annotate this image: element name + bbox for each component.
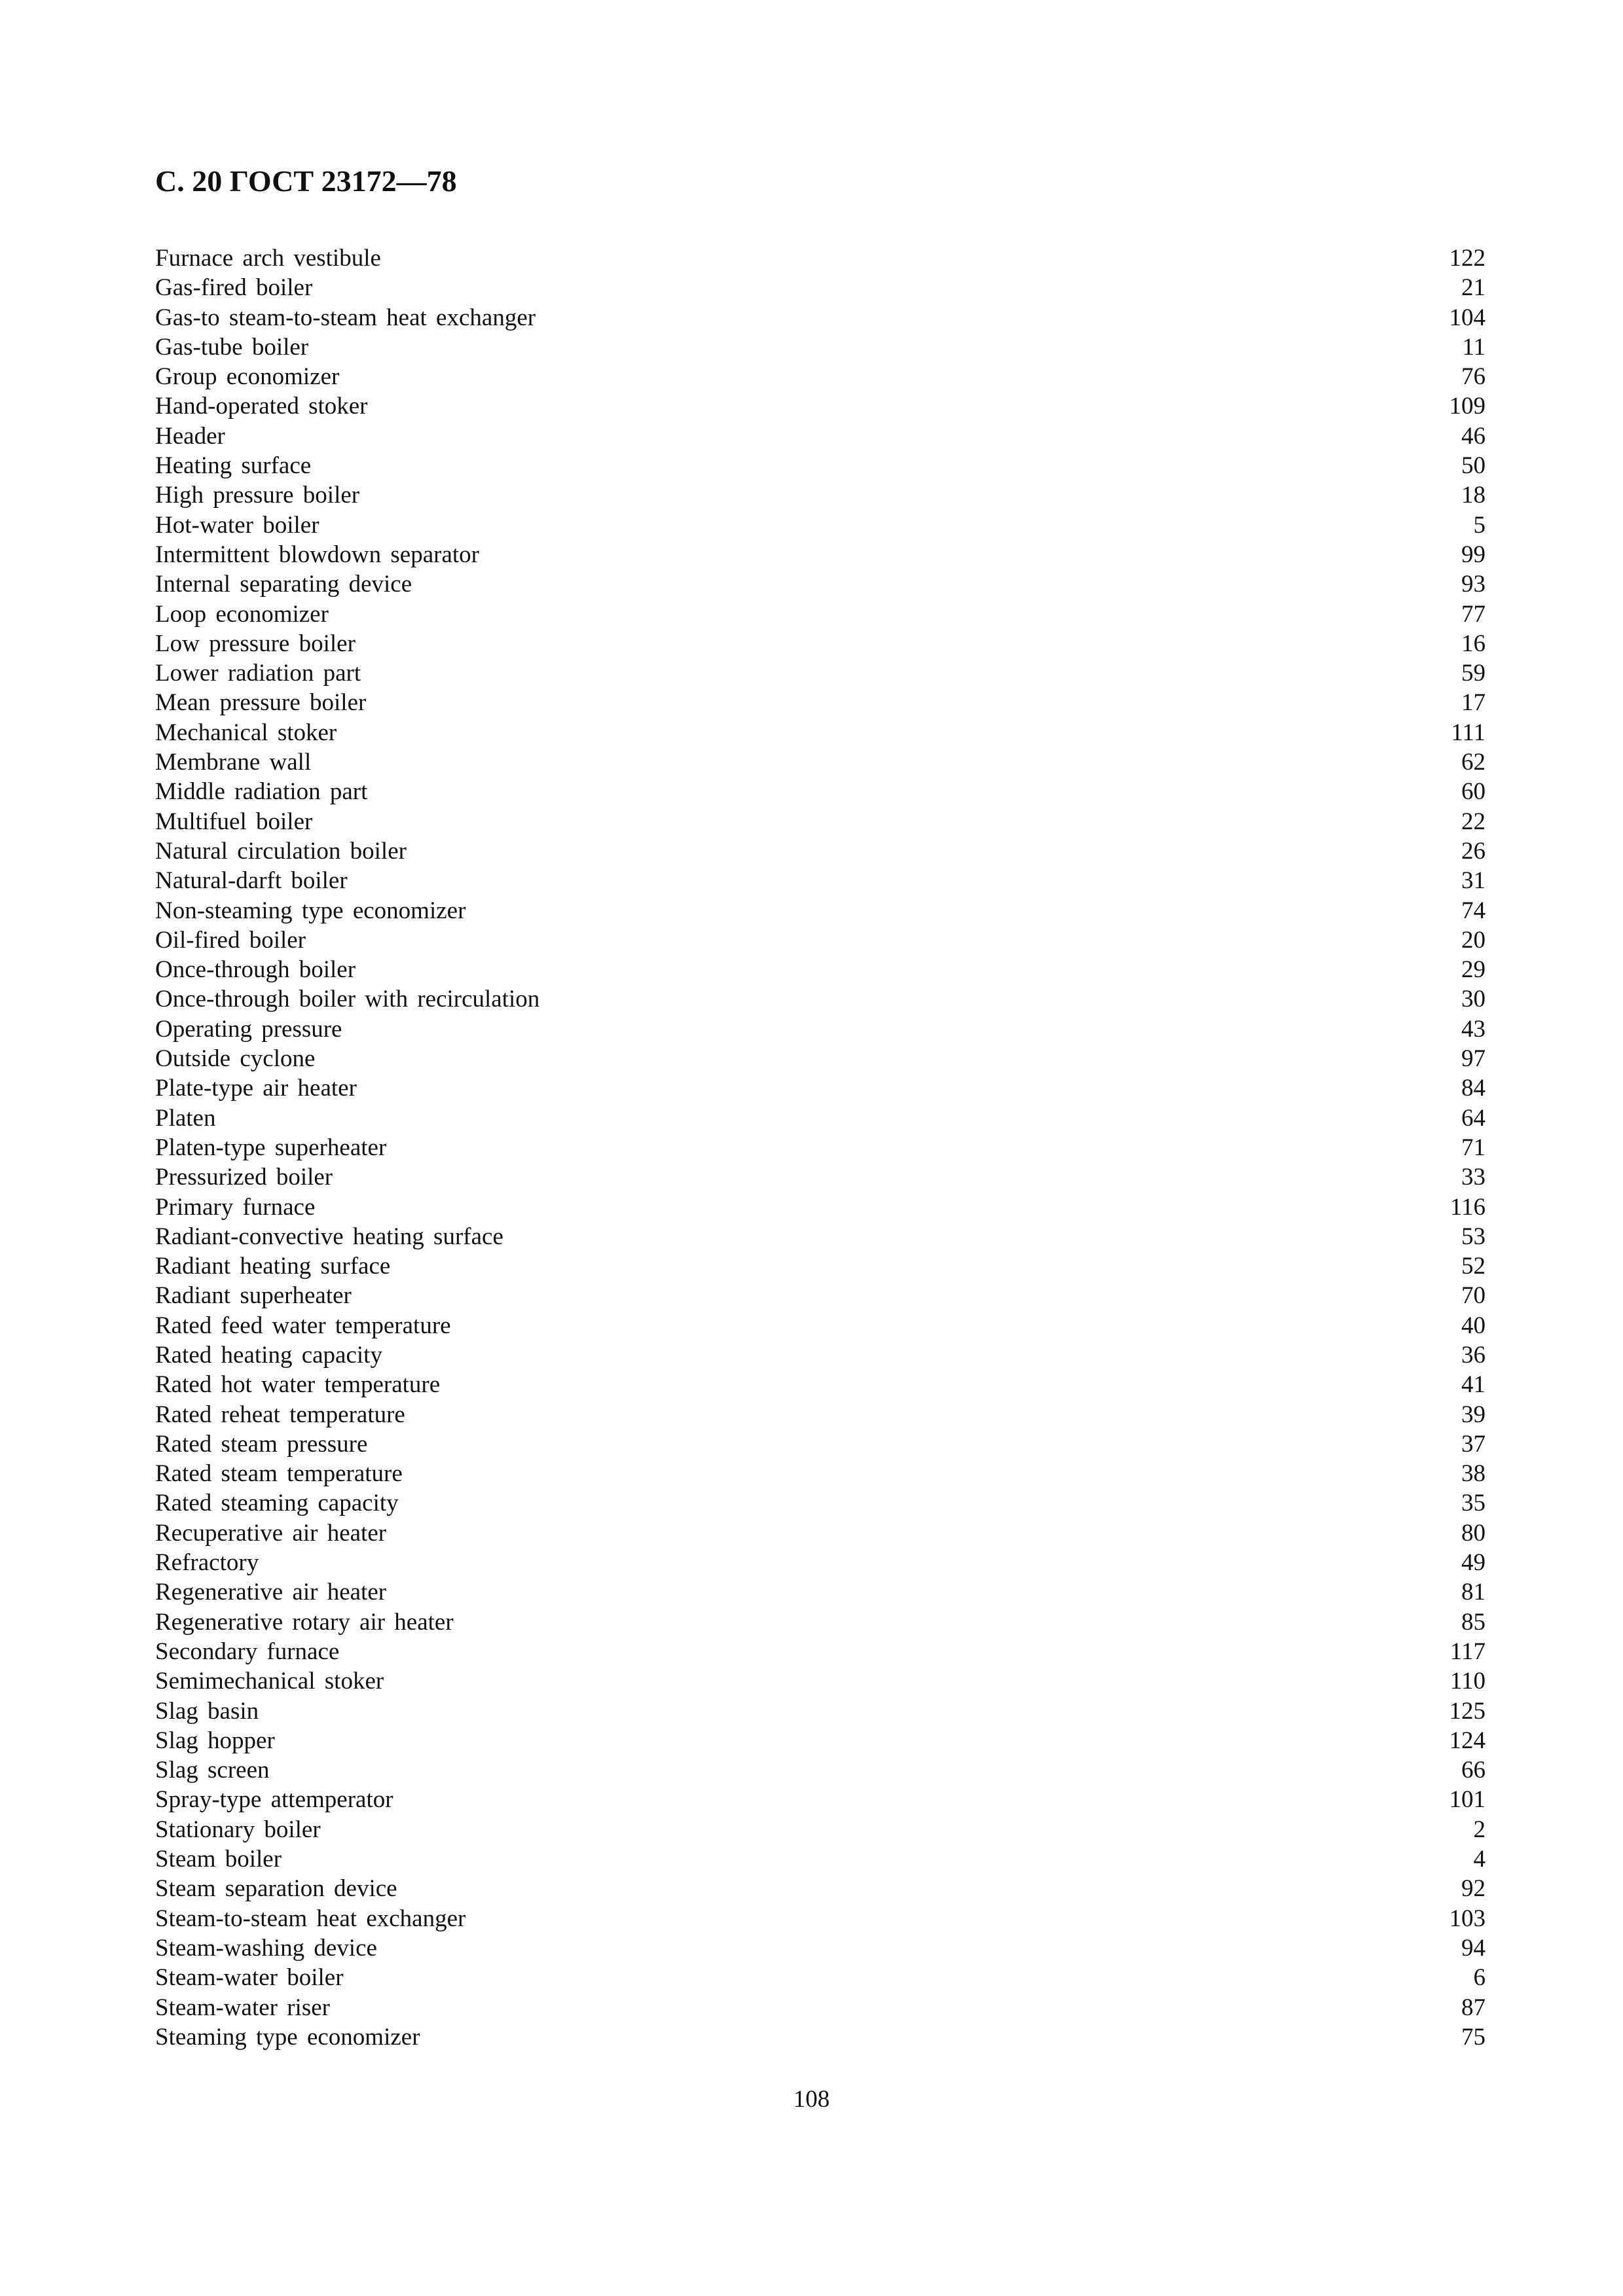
index-term-number: 80: [1461, 1519, 1486, 1547]
index-term: Lower radiation part: [155, 660, 361, 687]
index-term: Rated hot water temperature: [155, 1371, 441, 1399]
index-term: Slag basin: [155, 1697, 259, 1725]
index-entry: [155, 1014, 1486, 1044]
index-term: Primary furnace: [155, 1193, 316, 1221]
index-entry: [155, 1666, 1486, 1696]
index-term: Steaming type economizer: [155, 2023, 420, 2051]
index-entry: [155, 243, 1486, 273]
index-term: Intermittent blowdown separator: [155, 541, 479, 568]
index-entry: [155, 1963, 1486, 1992]
index-entry: [155, 1281, 1486, 1310]
index-entry: [155, 511, 1486, 540]
index-term-number: 5: [1473, 511, 1486, 539]
index-term-number: 29: [1461, 956, 1486, 984]
index-term-number: 77: [1461, 600, 1486, 628]
index-term: Middle radiation part: [155, 778, 368, 806]
index-entry: [155, 1370, 1486, 1399]
index-entry: [155, 1340, 1486, 1370]
index-term: Multifuel boiler: [155, 808, 313, 835]
index-entry: [155, 2022, 1486, 2052]
index-term-number: 37: [1461, 1430, 1486, 1458]
index-term-number: 11: [1462, 333, 1486, 361]
index-term: Rated heating capacity: [155, 1341, 382, 1369]
index-entry: [155, 925, 1486, 955]
index-term: Low pressure boiler: [155, 630, 356, 657]
index-entry: [155, 422, 1486, 451]
index-entry: [155, 1933, 1486, 1963]
index-term: Semimechanical stoker: [155, 1668, 384, 1695]
index-entry: [155, 866, 1486, 895]
index-term-number: 35: [1461, 1490, 1486, 1517]
index-term-number: 122: [1449, 245, 1486, 272]
index-entry: [155, 391, 1486, 421]
index-term-number: 43: [1461, 1015, 1486, 1043]
index-term: Rated reheat temperature: [155, 1401, 405, 1428]
index-term: Steam boiler: [155, 1846, 282, 1873]
index-term: Rated steaming capacity: [155, 1490, 399, 1517]
index-term: Mean pressure boiler: [155, 689, 367, 717]
index-term: Oil-fired boiler: [155, 926, 306, 954]
index-entry: [155, 1251, 1486, 1281]
index-entry: [155, 1162, 1486, 1192]
index-term-number: 110: [1450, 1668, 1486, 1695]
index-term: Rated feed water temperature: [155, 1312, 451, 1339]
index-entry: [155, 1222, 1486, 1251]
index-entry: [155, 1518, 1486, 1548]
index-term: Regenerative air heater: [155, 1579, 387, 1606]
index-term: Hot-water boiler: [155, 511, 319, 539]
index-entry: [155, 1815, 1486, 1844]
index-entry: [155, 807, 1486, 836]
index-term: Refractory: [155, 1549, 259, 1577]
index-term-number: 71: [1461, 1134, 1486, 1161]
index-term: Group economizer: [155, 363, 340, 391]
index-term: High pressure boiler: [155, 482, 360, 509]
index-term: Platen: [155, 1104, 216, 1132]
index-entry: [155, 688, 1486, 717]
page-number: 108: [793, 2086, 830, 2113]
index-term-number: 70: [1461, 1282, 1486, 1310]
index-term-number: 17: [1461, 689, 1486, 717]
index-term-number: 49: [1461, 1549, 1486, 1577]
index-term-number: 59: [1461, 660, 1486, 687]
index-term-number: 41: [1461, 1371, 1486, 1399]
index-entry: [155, 1548, 1486, 1577]
index-entry: [155, 362, 1486, 391]
index-term: Rated steam temperature: [155, 1460, 403, 1488]
index-entry: [155, 303, 1486, 332]
index-term-number: 74: [1461, 897, 1486, 924]
index-term: Natural circulation boiler: [155, 837, 407, 865]
index-term-number: 2: [1473, 1816, 1486, 1843]
index-entry: [155, 1696, 1486, 1726]
index-term: Recuperative air heater: [155, 1519, 387, 1547]
index-term: Slag screen: [155, 1757, 270, 1784]
index-term-number: 36: [1461, 1341, 1486, 1369]
index-term: Steam-water boiler: [155, 1964, 344, 1992]
index-term: Gas-tube boiler: [155, 333, 309, 361]
index-term-number: 38: [1461, 1460, 1486, 1488]
index-entry: [155, 1785, 1486, 1814]
index-term-number: 62: [1461, 749, 1486, 776]
index-term-number: 125: [1449, 1697, 1486, 1725]
index-term-number: 101: [1449, 1786, 1486, 1814]
index-entry: [155, 1607, 1486, 1637]
index-entry: [155, 1193, 1486, 1222]
index-term-number: 6: [1473, 1964, 1486, 1992]
index-term: Steam-to-steam heat exchanger: [155, 1905, 466, 1932]
index-term: Pressurized boiler: [155, 1164, 333, 1191]
index-term: Spray-type attemperator: [155, 1786, 393, 1814]
index-term-number: 111: [1451, 719, 1486, 746]
index-entry: [155, 1577, 1486, 1607]
index-term: Gas-fired boiler: [155, 274, 313, 302]
index-term-number: 76: [1461, 363, 1486, 391]
index-term: Membrane wall: [155, 749, 312, 776]
index-term: Steam-washing device: [155, 1934, 377, 1962]
index-term: Outside cyclone: [155, 1045, 316, 1073]
index-entry: [155, 1488, 1486, 1518]
index-entry: [155, 984, 1486, 1014]
index-entry: [155, 1755, 1486, 1785]
index-term-number: 16: [1461, 630, 1486, 657]
index-entry: [155, 777, 1486, 806]
index-term-number: 93: [1461, 571, 1486, 598]
index-term: Hand-operated stoker: [155, 393, 368, 420]
index-entry: [155, 1133, 1486, 1162]
index-entry: [155, 718, 1486, 747]
index-term-number: 18: [1461, 482, 1486, 509]
index-term: Rated steam pressure: [155, 1430, 368, 1458]
index-term: Once-through boiler: [155, 956, 356, 984]
index-entry: [155, 955, 1486, 984]
index-entry: [155, 658, 1486, 688]
index-term: Radiant-convective heating surface: [155, 1223, 503, 1250]
index-term-number: 99: [1461, 541, 1486, 568]
index-term: Platen-type superheater: [155, 1134, 387, 1161]
index-term: Steam separation device: [155, 1875, 397, 1903]
index-term-number: 33: [1461, 1164, 1486, 1191]
index-term: Plate-type air heater: [155, 1075, 357, 1102]
index-entry: [155, 1844, 1486, 1874]
index-term-number: 64: [1461, 1104, 1486, 1132]
index-entry: [155, 480, 1486, 510]
index-entry: [155, 1044, 1486, 1073]
index-entry: [155, 540, 1486, 569]
index-entry: [155, 1874, 1486, 1903]
index-term-number: 53: [1461, 1223, 1486, 1250]
index-term-number: 4: [1473, 1846, 1486, 1873]
index-entry: [155, 747, 1486, 777]
index-term-number: 103: [1449, 1905, 1486, 1932]
index-term-number: 39: [1461, 1401, 1486, 1428]
index-entry: [155, 1429, 1486, 1459]
index-term: Operating pressure: [155, 1015, 342, 1043]
index-term-number: 87: [1461, 1994, 1486, 2021]
index-term-number: 97: [1461, 1045, 1486, 1073]
index-term: Mechanical stoker: [155, 719, 337, 746]
index-term-number: 94: [1461, 1934, 1486, 1962]
index-term-number: 60: [1461, 778, 1486, 806]
index-term: Furnace arch vestibule: [155, 245, 381, 272]
index-term-number: 116: [1450, 1193, 1486, 1221]
index-term-number: 52: [1461, 1253, 1486, 1280]
index-term-number: 26: [1461, 837, 1486, 865]
index-term-number: 21: [1461, 274, 1486, 302]
index-entry: [155, 1726, 1486, 1755]
index-entry: [155, 1400, 1486, 1429]
index-term: Slag hopper: [155, 1727, 275, 1754]
index-term-number: 75: [1461, 2023, 1486, 2051]
index-entry: [155, 629, 1486, 658]
index-term-number: 46: [1461, 422, 1486, 450]
index-term-number: 66: [1461, 1757, 1486, 1784]
index-term-number: 20: [1461, 926, 1486, 954]
index-term-number: 40: [1461, 1312, 1486, 1339]
index-term-number: 92: [1461, 1875, 1486, 1903]
index-entry: [155, 1103, 1486, 1133]
index-term-number: 30: [1461, 986, 1486, 1013]
index-entry: [155, 1459, 1486, 1488]
index-entry: [155, 1904, 1486, 1933]
index-term: Radiant heating surface: [155, 1253, 391, 1280]
index-term: Radiant superheater: [155, 1282, 352, 1310]
index-entry: [155, 600, 1486, 629]
index-term: Secondary furnace: [155, 1638, 340, 1665]
index-term-number: 31: [1461, 867, 1486, 895]
index-term: Internal separating device: [155, 571, 412, 598]
index-term-number: 124: [1449, 1727, 1486, 1754]
index-term: Once-through boiler with recirculation: [155, 986, 540, 1013]
index-entry: [155, 332, 1486, 362]
index-term-number: 104: [1449, 304, 1486, 331]
page-header: С. 20 ГОСТ 23172—78: [155, 164, 457, 198]
index-term-number: 85: [1461, 1608, 1486, 1636]
index-term: Non-steaming type economizer: [155, 897, 466, 924]
index-entry: [155, 1993, 1486, 2022]
index-term: Stationary boiler: [155, 1816, 321, 1843]
index-term-number: 81: [1461, 1579, 1486, 1606]
index-term: Natural-darft boiler: [155, 867, 348, 895]
index-entry: [155, 1637, 1486, 1666]
index-entry: [155, 1073, 1486, 1103]
index-term-number: 50: [1461, 452, 1486, 480]
index-term-number: 84: [1461, 1075, 1486, 1102]
index-entry: [155, 896, 1486, 925]
index-term: Loop economizer: [155, 600, 329, 628]
index-term-number: 109: [1449, 393, 1486, 420]
index-entry: [155, 273, 1486, 302]
index-entry: [155, 569, 1486, 599]
index-entry: [155, 836, 1486, 866]
index-term: Steam-water riser: [155, 1994, 330, 2021]
index-term-number: 22: [1461, 808, 1486, 835]
index-term: Header: [155, 422, 225, 450]
index-entry: [155, 1311, 1486, 1340]
index-term: Heating surface: [155, 452, 312, 480]
index-term: Regenerative rotary air heater: [155, 1608, 454, 1636]
index-term: Gas-to steam-to-steam heat exchanger: [155, 304, 536, 331]
index-entry: [155, 451, 1486, 480]
index-term-number: 117: [1450, 1638, 1486, 1665]
term-index-list: [155, 243, 1486, 2052]
